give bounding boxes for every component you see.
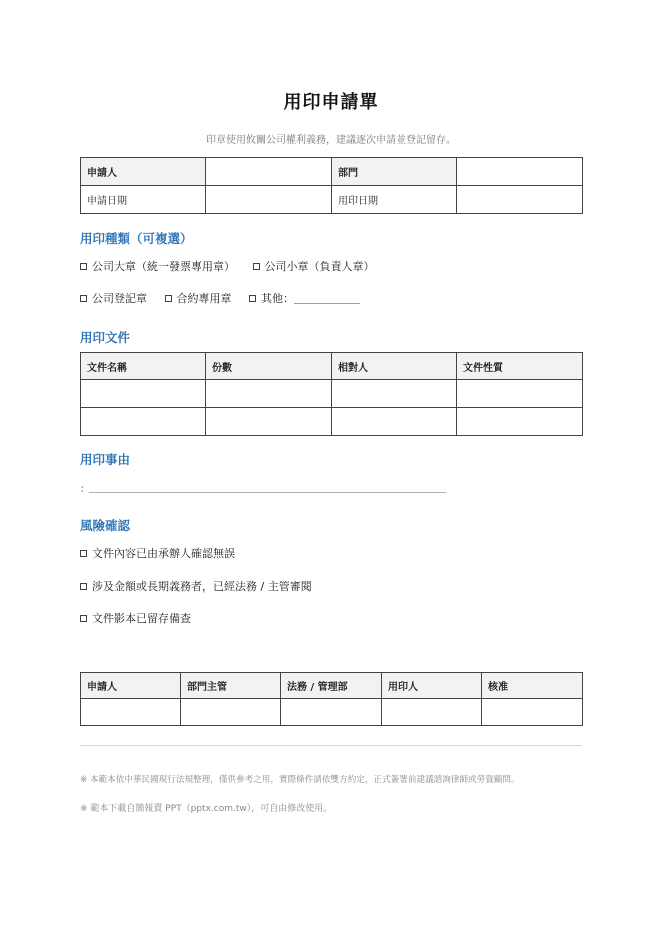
risk-item[interactable]: 涉及金額或長期義務者，已經法務 / 主管審閱: [80, 578, 312, 594]
signature-cell[interactable]: [181, 699, 281, 726]
signoff-header: 用印人: [382, 673, 482, 699]
signoff-row: [81, 699, 583, 726]
seal-option-contract[interactable]: 合約專用章: [165, 290, 232, 306]
apply-date-label: 申請日期: [81, 186, 206, 214]
documents-table: [80, 352, 583, 436]
table-cell[interactable]: [457, 408, 583, 436]
department-field[interactable]: [457, 158, 583, 186]
signoff-header: 申請人: [81, 673, 181, 699]
applicant-info-table: [80, 157, 583, 214]
signature-cell[interactable]: [482, 699, 583, 726]
signature-cell[interactable]: [81, 699, 181, 726]
seal-option-other[interactable]: 其他：＿＿＿＿＿＿: [249, 290, 360, 306]
seal-date-label: 用印日期: [332, 186, 457, 214]
applicant-label: 申請人: [81, 158, 206, 186]
table-cell[interactable]: [81, 408, 206, 436]
table-cell[interactable]: [457, 380, 583, 408]
checkbox-icon[interactable]: [80, 295, 87, 302]
seal-types-row-1: [80, 258, 389, 274]
table-row: [81, 408, 583, 436]
checkbox-icon[interactable]: [253, 263, 260, 270]
column-header: 份數: [206, 353, 332, 380]
reason-line[interactable]: ：＿＿＿＿＿＿＿＿＿＿＿＿＿＿＿＿＿＿＿＿＿＿＿＿＿＿＿＿＿＿＿＿＿＿＿＿＿＿＿＿＿: [80, 484, 446, 495]
column-header: 相對人: [332, 353, 457, 380]
documents-heading: 用印文件: [80, 330, 131, 345]
reason-heading: 用印事由: [80, 452, 131, 467]
apply-date-field[interactable]: [206, 186, 332, 214]
seal-option-company-small[interactable]: 公司小章（負責人章）: [253, 258, 375, 274]
divider: [80, 745, 582, 746]
signoff-table: [80, 672, 583, 726]
checkbox-icon[interactable]: [80, 615, 87, 622]
risk-item[interactable]: 文件影本已留存備查: [80, 610, 191, 626]
table-cell[interactable]: [81, 380, 206, 408]
signoff-header: 核准: [482, 673, 583, 699]
checkbox-icon[interactable]: [165, 295, 172, 302]
table-cell[interactable]: [206, 380, 332, 408]
table-cell[interactable]: [206, 408, 332, 436]
applicant-field[interactable]: [206, 158, 332, 186]
checkbox-icon[interactable]: [249, 295, 256, 302]
column-header: 文件性質: [457, 353, 583, 380]
seal-option-registration[interactable]: 公司登記章: [80, 290, 147, 306]
table-row: [81, 380, 583, 408]
department-label: 部門: [332, 158, 457, 186]
footnote: ※ 範本下載自簡報賣 PPT（pptx.com.tw），可自由修改使用。: [80, 804, 333, 814]
seal-date-field[interactable]: [457, 186, 583, 214]
footnote: ※ 本範本依中華民國現行法規整理，僅供參考之用，實際條件請依雙方約定，正式簽署前建議諮詢律師或勞資顧問。: [80, 775, 520, 785]
page-title: 用印申請單: [283, 92, 379, 113]
page-subtitle: 印章使用攸關公司權利義務，建議逐次申請並登記留存。: [206, 135, 456, 146]
signoff-header: 部門主管: [181, 673, 281, 699]
seal-types-row-2: [80, 290, 374, 306]
column-header: 文件名稱: [81, 353, 206, 380]
risk-item[interactable]: 文件內容已由承辦人確認無誤: [80, 545, 235, 561]
table-cell[interactable]: [332, 380, 457, 408]
risk-heading: 風險確認: [80, 518, 131, 533]
table-cell[interactable]: [332, 408, 457, 436]
checkbox-icon[interactable]: [80, 263, 87, 270]
checkbox-icon[interactable]: [80, 583, 87, 590]
checkbox-icon[interactable]: [80, 550, 87, 557]
seal-types-heading: 用印種類（可複選）: [80, 231, 193, 246]
seal-option-company-large[interactable]: 公司大章（統一發票專用章）: [80, 258, 235, 274]
signature-cell[interactable]: [281, 699, 382, 726]
signoff-header: 法務 / 管理部: [281, 673, 382, 699]
signature-cell[interactable]: [382, 699, 482, 726]
